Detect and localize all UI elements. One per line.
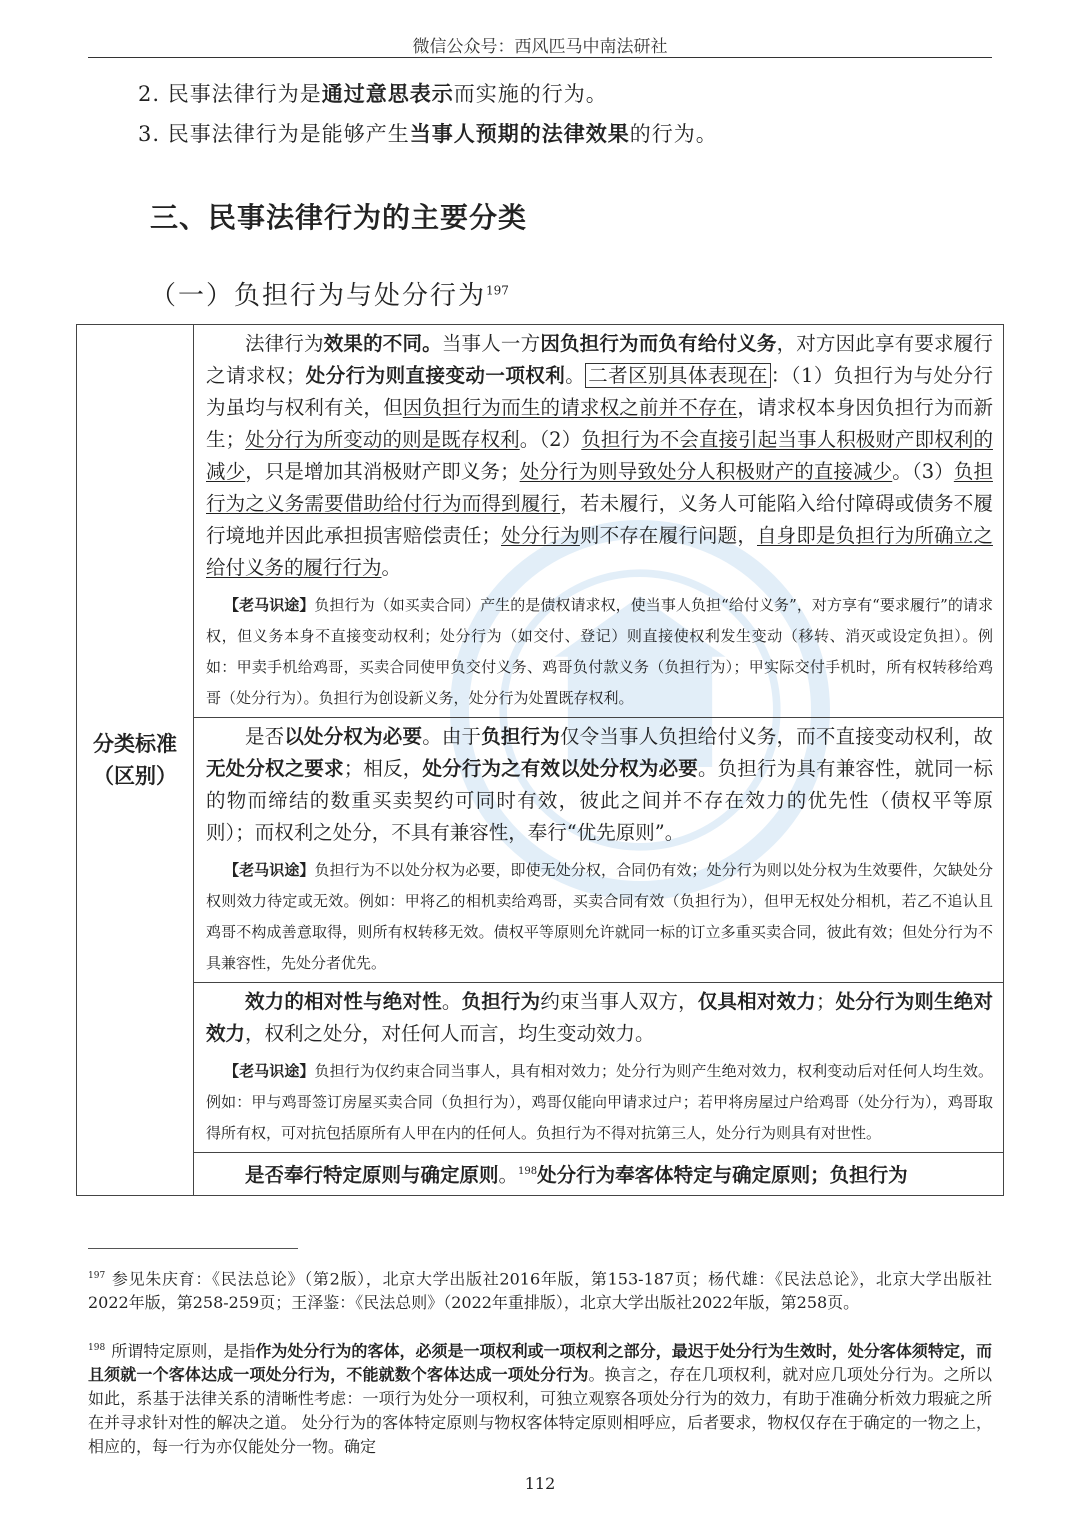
row3-body: 效力的相对性与绝对性。负担行为约束当事人双方，仅具相对效力；处分行为则生绝对效力，权利之处分，对任何人而言，均生变动效力。 xyxy=(206,990,993,1045)
footnote-198: $^{198}$ 所谓特定原则，是指作为处分行为的客体，必须是一项权利或一项权利之部分，最迟于处分行为生效时，处分客体须特定，而且须就一个客体达成一项处分行为，不能就数个客体达成一项处分行为。换言之，存在几项权利，就对应几项处分行为。之所以如此，系基于法律关系的清晰性考虑：一项行为处分一项权利，可独立观察各项处分行为的效力，有助于准确分析效力瑕疵之所在并寻求针对性的解决之道。 处分行为的客体特定原则与物权客体特定原则相呼应，后者要求，物权仅存在于确定的一物之上，相应的，每一行为亦仅能处分一物。确定 xyxy=(88,1341,992,1457)
point-2 xyxy=(138,78,608,108)
point-3 xyxy=(138,118,718,148)
table-label-line1: 分类标准 xyxy=(93,731,177,756)
point-3-bold: 当事人预期的法律效果 xyxy=(409,121,630,146)
subsection-title xyxy=(150,275,509,312)
table-label-cell xyxy=(77,325,194,1196)
header-rule xyxy=(88,57,992,58)
subsection-title-text: （一）负担行为与处分行为 xyxy=(150,281,487,311)
point-2-bold: 通过意思表示 xyxy=(321,81,454,106)
row4-body: 是否奉行特定原则与确定原则。$^{198}$处分行为奉客体特定与确定原则；负担行为 xyxy=(245,1163,908,1187)
row2-body: 是否以处分权为必要。由于负担行为仅令当事人负担给付义务，而不直接变动权利，故无处分权之要求；相反，处分行为之有效以处分权为必要。负担行为具有兼容性，就同一标的物而缔结的数重买卖契约可同时有效，彼此之间并不存在效力的优先性（债权平等原则）；而权利之处分，不具有兼容性，奉行“优先原则”。 xyxy=(206,725,993,844)
page-number: 112 xyxy=(524,1474,556,1493)
footnote-ref-197[interactable]: 197 xyxy=(486,283,509,298)
row1-body: 法律行为效果的不同。当事人一方因负担行为而负有给付义务，对方因此享有要求履行之请求权；处分行为则直接变动一项权利。 二者区别具体表现在 ：（1）负担行为与处分行为虽均与权利有关，但因负担行为而生的请求权之前并不存在，请求权本身因负担行为而新生；处分行为所变动的则是既存权利。（2）负担行为不会直接引起当事人积极财产即权利的减少，只是增加其消极财产即义务；处分行为则导致处分人积极财产的直接减少。（3）负担行为之义务需要借助给付行为而得到履行，若未履行，义务人可能陷入给付障碍或债务不履行境地并因此承担损害赔偿责任；处分行为则不存在履行问题，自身即是负担行为所确立之给付义务的履行行为。 xyxy=(206,332,993,579)
page-header: 微信公众号：西风匹马中南法研社 xyxy=(412,37,668,57)
footnote-rule xyxy=(88,1248,298,1249)
section-title: 三、民事法律行为的主要分类 xyxy=(150,201,528,234)
row-effect-difference xyxy=(194,325,1004,718)
point-2-post: 而实施的行为。 xyxy=(453,82,608,106)
row-specificity xyxy=(194,1153,1004,1196)
row-disposal-power xyxy=(194,718,1004,983)
footnote-197: $^{197}$ 参见朱庆育：《民法总论》（第2版），北京大学出版社2016年版，第153-187页；杨代雄：《民法总论》，北京大学出版社2022年版，第258-259页；王泽鉴：《民法总则》（2022年重排版），北京大学出版社2022年版，第258页。 xyxy=(88,1269,992,1313)
footnote-ref-198[interactable]: 198 xyxy=(518,1166,538,1177)
point-3-pre: 3. 民事法律行为是能够产生 xyxy=(138,122,410,146)
row-relative-absolute xyxy=(194,983,1004,1153)
classification-table xyxy=(76,324,1004,1196)
row2-note: 【老马识途】负担行为不以处分权为必要，即使无处分权，合同仍有效；处分行为则以处分权为生效要件，欠缺处分权则效力待定或无效。例如：甲将乙的相机卖给鸡哥，买卖合同有效（负担行为），但甲无权处分相机，若乙不追认且鸡哥不构成善意取得，则所有权转移无效。债权平等原则允许就同一标的订立多重买卖合同，彼此有效；但处分行为不具兼容性，先处分者优先。 xyxy=(206,861,993,972)
point-2-pre: 2. 民事法律行为是 xyxy=(138,82,322,106)
row1-note: 【老马识途】负担行为（如买卖合同）产生的是债权请求权，使当事人负担“给付义务”，对方享有“要求履行”的请求权，但义务本身不直接变动权利；处分行为（如交付、登记）则直接使权利发生变动（移转、消灭或设定负担）。例如：甲卖手机给鸡哥，买卖合同使甲负交付义务、鸡哥负付款义务（负担行为）；甲实际交付手机时，所有权转移给鸡哥（处分行为）。负担行为创设新义务，处分行为处置既存权利。 xyxy=(206,596,993,707)
boxed-phrase: 二者区别具体表现在 xyxy=(585,363,771,388)
table-label-line2: （区别） xyxy=(93,763,177,788)
point-3-post: 的行为。 xyxy=(629,122,718,146)
row3-note: 【老马识途】负担行为仅约束合同当事人，具有相对效力；处分行为则产生绝对效力，权利变动后对任何人均生效。例如：甲与鸡哥签订房屋买卖合同（负担行为），鸡哥仅能向甲请求过户；若甲将房屋过户给鸡哥（处分行为），鸡哥取得所有权，可对抗包括原所有人甲在内的任何人。负担行为不得对抗第三人，处分行为则具有对世性。 xyxy=(206,1062,993,1142)
